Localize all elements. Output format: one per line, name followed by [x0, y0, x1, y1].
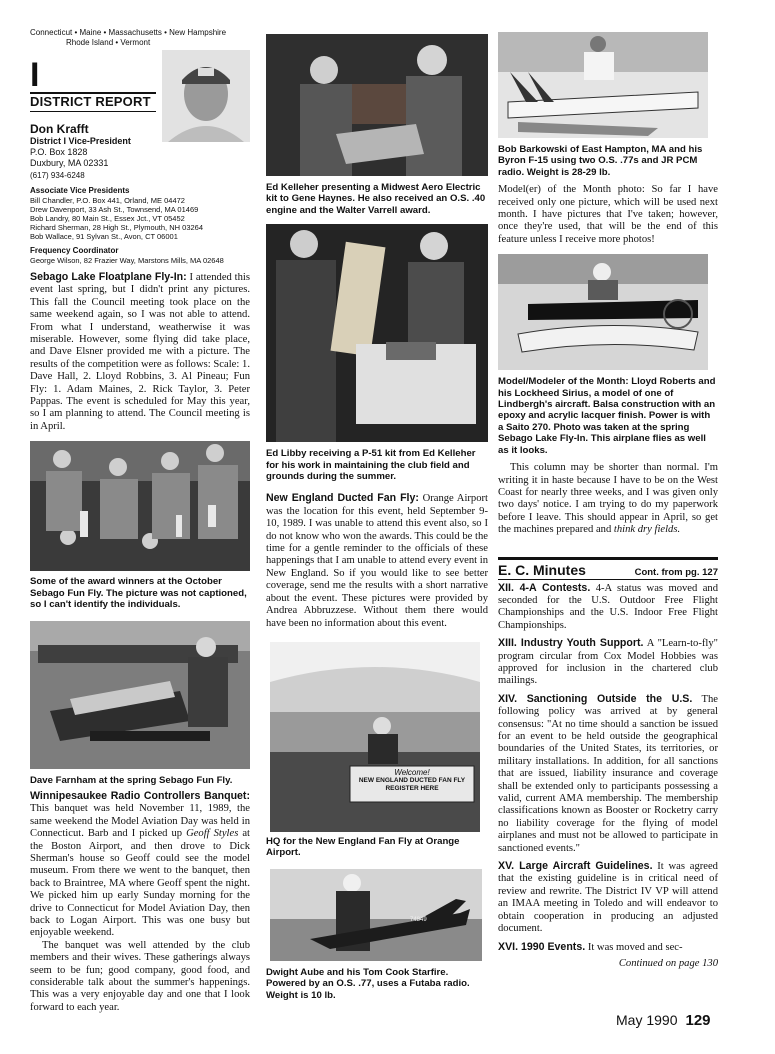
- banner-title: NEW ENGLAND DUCTED FAN FLY: [358, 776, 466, 784]
- states-line-2: Rhode Island • Vermont: [66, 38, 151, 47]
- barkowski-photo: [498, 32, 708, 138]
- winni-heading: Winnipesaukee Radio Controllers Banquet:: [30, 789, 250, 802]
- winni-geoff: Geoff Styles: [186, 828, 239, 840]
- address-line-2: Duxbury, MA 02331: [30, 158, 109, 168]
- winni-body-a: This banquet was held November 11, 1989, the same weekend the Model Aviation Day was held in Connecticut. Barb and I picked up: [30, 803, 250, 840]
- ne-heading: New England Ducted Fan Fly:: [266, 492, 419, 505]
- section-title: DISTRICT REPORT: [30, 94, 151, 109]
- states-line-1: Connecticut • Maine • Massachusetts • New Hampshire: [30, 28, 227, 37]
- ec-item-heading: XIII. Industry Youth Support.: [498, 637, 644, 650]
- hq-banner: [352, 768, 472, 793]
- ec-item: [498, 860, 718, 935]
- libby-caption: Ed Libby receiving a P-51 kit from Ed Kelleher for his work in maintaining the club field and grounds during the summer.: [266, 448, 476, 483]
- libby-photo: [266, 224, 488, 442]
- assoc-item: Bob Wallace, 91 Sylvan St., Avon, CT 06001: [30, 232, 178, 241]
- ne-paragraph: [266, 492, 488, 629]
- states-list: [30, 28, 250, 48]
- ec-item-body: It was agreed that the existing guideline is in critical need of review and rewrite. The District IV VP will attend an IMAA meeting in Toledo and will endeavor to obtain cooperation in producing an adjusted document.: [498, 861, 718, 935]
- hq-photo: [270, 642, 480, 832]
- banner-register: REGISTER HERE: [385, 784, 439, 792]
- page-footer: [616, 1012, 711, 1029]
- aube-caption: Dwight Aube and his Tom Cook Starfire. Powered by an O.S. .77, uses a Futaba radio. Weight is 10 lb.: [266, 966, 470, 1001]
- ec-item-body: The following policy was arrived at by general consensus: "At no time should a sanction be issued for an event to be held outside the geographical boundaries of the United States, its territories, or military installations. In addition, for all sanctions that are issued, liability insurance and coverage shall be extended only to participants possessing a valid, current AMA membership. The membership classifications known as Booster or Rocketry carry no liability coverage for the flying of model airplanes and must not be allowed to participate in sanctioned events.": [498, 693, 718, 854]
- kelleher-photo: [266, 34, 488, 176]
- hq-caption: HQ for the New England Fan Fly at Orange Airport.: [266, 835, 460, 859]
- issue-date: May 1990: [616, 1012, 678, 1028]
- barkowski-caption: Bob Barkowski of East Hampton, MA and his Byron F-15 using two O.S. .77s and JR PCM radio. Weight is 28-29 lb.: [498, 144, 703, 178]
- award-winners-caption: Some of the award winners at the October Sebago Fun Fly. The picture was not captioned, so I can't identify the individuals.: [30, 576, 247, 611]
- ec-item-body: 4-A status was moved and seconded for the U.S. Outdoor Free Flight Championships and the U.S. Indoor Free Flight Championships.: [498, 582, 719, 631]
- motm-paragraph: Model(er) of the Month photo: So far I have received only one picture, which will be used next month. I have pictures that I've taken; however, once they're used, that will be the end of this feature unless I receive more photos!: [498, 184, 718, 245]
- farnham-caption: Dave Farnham at the spring Sebago Fun Fly.: [30, 774, 233, 786]
- ec-item: [498, 941, 718, 954]
- column-middle: [266, 28, 488, 1001]
- ec-minutes-title: E. C. Minutes: [498, 561, 586, 578]
- roberts-caption: Model/Modeler of the Month: Lloyd Roberts and his Lockheed Sirius, a model of one of Lindbergh's aircraft. Balsa construction with an epoxy and acrylic lacquer finish. Power is with a Saito 270. Photo was taken at the spring Sebago Lake Fly-In. This airplane flies as well as it looks.: [498, 376, 716, 456]
- ec-continued-from: Cont. from pg. 127: [634, 566, 718, 578]
- assoc-item: Bill Chandler, P.O. Box 441, Orland, ME 04472: [30, 196, 185, 205]
- sebago-paragraph: [30, 271, 250, 433]
- assoc-item: Bob Landry, 80 Main St., Essex Jct., VT 05452: [30, 214, 185, 223]
- portrait-photo: [162, 50, 250, 142]
- assoc-item: Richard Sherman, 28 High St., Plymouth, NH 03264: [30, 223, 204, 232]
- kelleher-caption: Ed Kelleher presenting a Midwest Aero Electric kit to Gene Haynes. He also received an O.S. .40 engine and the Walter Varrell award.: [266, 182, 486, 216]
- ec-item-body: A "Learn-to-fly" program circular from Cox Model Hobbies was approved for inclusion in the chartered club mailings.: [498, 638, 718, 687]
- author-role: District I Vice-President: [30, 136, 131, 146]
- ec-items: [498, 582, 718, 971]
- ec-item: [498, 637, 718, 688]
- sebago-heading: Sebago Lake Floatplane Fly-In:: [30, 271, 187, 283]
- ec-item: [498, 693, 718, 855]
- page-number: 129: [685, 1012, 711, 1029]
- farnham-photo: [30, 621, 250, 769]
- winni-paragraph: [30, 790, 250, 940]
- continued-on: Continued on page 130: [618, 957, 718, 969]
- assoc-item: Drew Davenport, 33 Ash St., Townsend, MA 01469: [30, 205, 199, 214]
- winni-body-b: at the Boston Airport, and then drove to Dick Sherman's house so Geoff could see the model museum. From there we went to the banquet, then back to Braintree, MA where Geoff spent the night. We picked him up early Sunday morning for the drive to Connecticut for Model Aviation Day, then back to Logan Airport. This was one busy but enjoyable weekend.: [30, 828, 250, 939]
- sebago-body: I attended this event last spring, but I didn't print any pictures. This fall the Council meeting took place on the same weekend again, so I was not able to attend. From what I understand, weatherwise it was miserable. However, some flying did take place, and Dave Elsner provided me with a picture. The results of the competition were as follows: Scale: 1. Dave Hall, 2. Lloyd Robbins, 3. Al Pineau; Fun Fly: 1. Adam Maines, 2. Rick Taylor, 3. Peter Pappas. The event is scheduled for May this year, so I am planning to attend. The Council meeting is in April.: [30, 272, 250, 432]
- author-name: Don Krafft: [30, 122, 89, 136]
- aube-photo: [270, 869, 482, 961]
- freq-coordinator: George Wilson, 82 Frazier Way, Marstons Mills, MA 02648: [30, 256, 224, 265]
- banner-welcome: Welcome!: [394, 767, 430, 777]
- district-numeral: I: [30, 56, 40, 94]
- column-right: [498, 28, 718, 970]
- ec-item-heading: XV. Large Aircraft Guidelines.: [498, 860, 653, 873]
- short-italic: think dry fields.: [613, 524, 681, 536]
- short-body: This column may be shorter than normal. I'm writing it in haste because I have to be on the West Coast for nearly three weeks, and I was given only two days' notice. I am trying to do my paperwork before I leave. This should appear in April, so get the machines prepared and: [498, 462, 718, 536]
- ne-body: Orange Airport was the location for this event, held September 9-10, 1989. I was unable to attend this event also, so I do not know who won the awards. This could be the time for a gentle reminder to the officials of these happenings that I am unable to attend every event in New England. So if you would like to see better coverage, send me the results with a short narrative about the event. These pictures were provided by Andrea Abbruzzese. Without them there would have been no information about this event.: [266, 493, 488, 629]
- winni-paragraph-2: The banquet was well attended by the club members and their wives. These gatherings always seem to be fun; good company, good food, and considerable talk about the summer's happenings. This was a very enjoyable day and one that I look forward to each year.: [30, 939, 250, 1013]
- ec-item-heading: XVI. 1990 Events.: [498, 940, 586, 953]
- phone: (617) 934-6248: [30, 171, 85, 180]
- assoc-heading: Associate Vice Presidents: [30, 186, 130, 195]
- ec-item: [498, 582, 718, 633]
- ec-minutes-header: [498, 557, 718, 580]
- plane-number: 74849: [410, 916, 427, 923]
- ec-item-body: It was moved and sec-: [587, 941, 683, 953]
- short-column-paragraph: [498, 462, 718, 536]
- assoc-list: [30, 196, 250, 241]
- roberts-photo: [498, 254, 708, 370]
- ec-item-heading: XII. 4-A Contests.: [498, 581, 591, 594]
- address-line-1: P.O. Box 1828: [30, 147, 88, 157]
- column-left: [30, 28, 250, 1014]
- ec-item-heading: XIV. Sanctioning Outside the U.S.: [498, 692, 693, 705]
- award-winners-photo: [30, 441, 250, 571]
- freq-heading: Frequency Coordinator: [30, 246, 119, 255]
